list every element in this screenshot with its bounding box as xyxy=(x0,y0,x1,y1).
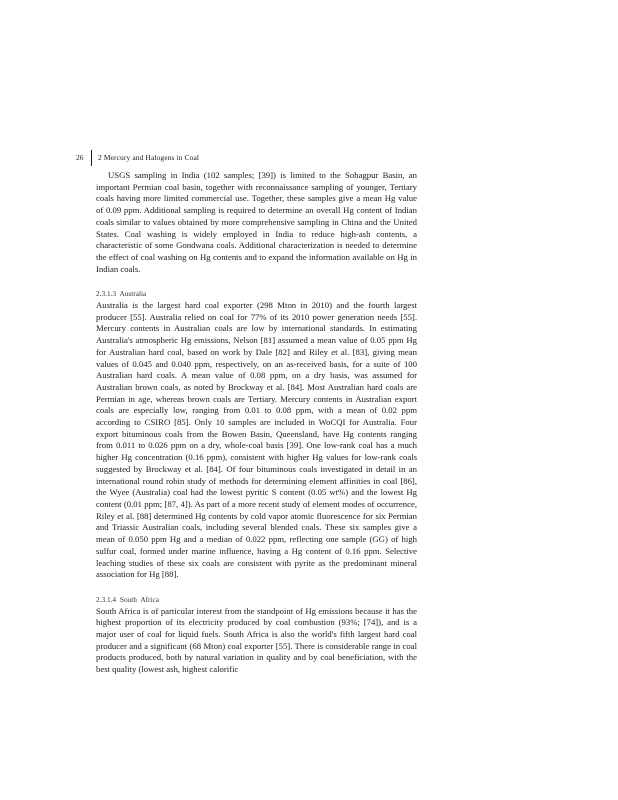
paragraph-australia: Australia is the largest hard coal exporter (298 Mton in 2010) and the fourth largest producer [55]. Australia relied on coal for 77% of its 2010 power generation needs [55]. Mercury contents in Australian coals are low by international standards. In estimating Australia's atmospheric Hg emissions, Nelson [81] assumed a mean value of 0.05 ppm Hg for Australian hard coal, based on work by Dale [82] and Riley et al. [83], giving mean values of 0.045 and 0.040 ppm, respectively, on an as-received basis, for a suite of 100 Australian hard coals. A mean value of 0.08 ppm, on a dry basis, was assumed for Australian brown coals, as noted by Brockway et al. [84]. Most Australian hard coals are Permian in age, whereas brown coals are Tertiary. Mercury contents in Australian export coals are especially low, ranging from 0.01 to 0.08 ppm, with a mean of 0.02 ppm according to CSIRO [85]. Only 10 samples are included in WoCQI for Australia. Four export bituminous coals from the Bowen Basin, Queensland, have Hg contents ranging from 0.011 to 0.026 ppm on a dry, whole-coal basis [39]. One low-rank coal has a much higher Hg concentration (0.16 ppm), consistent with higher Hg values for low-rank coals suggested by Brockway et al. [84]. Of four bituminous coals investigated in detail in an international round robin study of methods for determining element affinities in coal [86], the Wyee (Australia) coal had the lowest pyritic S content (0.05 wt%) and the lowest Hg content (0.01 ppm; [87, 4]). As part of a more recent study of element modes of occurrence, Riley et al. [88] determined Hg contents by cold vapor atomic fluorescence for six Permian and Triassic Australian coals, including several blended coals. These six samples give a mean of 0.050 ppm Hg and a median of 0.022 ppm, reflecting one sample (GG) of high sulfur coal, formed under marine influence, having a Hg content of 0.16 ppm. Selective leaching studies of these six coals are consistent with pyrite as the predominant mineral association for Hg [88]. xyxy=(96,300,417,580)
section-heading-australia xyxy=(96,288,417,300)
paragraph-south-africa: South Africa is of particular interest from the standpoint of Hg emissions because it has the highest proportion of its electricity produced by coal combustion (93%; [74]), and is a major user of coal for liquid fuels. South Africa is also the world's fifth largest hard coal producer and a significant (68 Mton) coal exporter [55]. There is considerable range in coal products produced, both by natural variation in quality and by coal beneficiation, with the best quality (lowest ash, highest calorific xyxy=(96,605,417,675)
running-header xyxy=(76,150,436,166)
section-heading-australia-text: 2.3.1.3 Australia xyxy=(96,289,147,299)
chapter-title: 2 Mercury and Halogens in Coal xyxy=(98,153,200,162)
page-number: 26 xyxy=(76,153,84,162)
section-heading-south-africa-text: 2.3.1.4 South Africa xyxy=(96,594,159,604)
section-heading-south-africa xyxy=(96,594,417,606)
header-divider xyxy=(91,150,92,166)
paragraph-india: USGS sampling in India (102 samples; [39]) is limited to the Sohagpur Basin, an important Permian coal basin, together with reconnaissance sampling of younger, Tertiary coals having more limited commercial use. Together, these samples give a mean Hg value of 0.09 ppm. Additional sampling is required to determine an overall Hg content of Indian coals similar to values obtained by more comprehensive sampling in China and the United States. Coal washing is widely employed in India to reduce high-ash contents, a characteristic of some Gondwana coals. Additional characterization is needed to determine the effect of coal washing on Hg contents and to expand the information available on Hg in Indian coals. xyxy=(96,170,417,274)
body-text xyxy=(96,170,417,676)
